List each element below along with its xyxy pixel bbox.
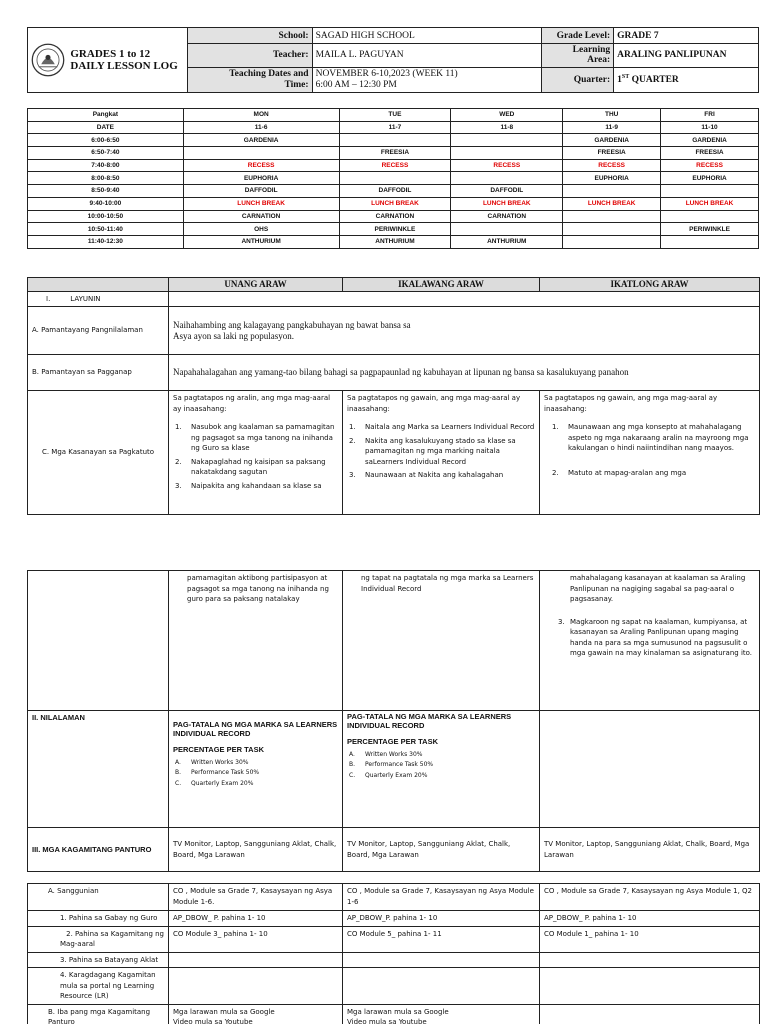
kasanayan-item: 1. Naitala ang Marka sa Learners Individual Record	[349, 423, 535, 431]
schedule-cell: LUNCH BREAK	[451, 197, 563, 210]
cont-day2: ng tapat na pagtatala ng mga marka sa Learners Individual Record	[343, 571, 540, 711]
schedule-row	[28, 235, 759, 248]
schedule-cell: PERIWINKLE	[661, 223, 759, 236]
kasanayan-item: 2. Nakapaglahad ng kaisipan sa paksang nakatakdang sagutan	[175, 457, 326, 476]
kagamitan-day1: TV Monitor, Laptop, Sangguniang Aklat, Chalk, Board, Mga Larawan	[169, 828, 343, 872]
schedule-cell: PERIWINKLE	[339, 223, 451, 236]
schedule-cell: FREESIA	[661, 147, 759, 160]
schedule-cell	[563, 223, 661, 236]
schedule-row	[28, 197, 759, 210]
schedule-cell: ANTHURIUM	[339, 235, 451, 248]
dll-title	[70, 48, 177, 72]
task-item: C. Quarterly Exam 20%	[175, 779, 254, 787]
batayang-label: 3. Pahina sa Batayang Aklat	[28, 952, 169, 968]
schedule-cell: GARDENIA	[563, 134, 661, 147]
grade-label: Grade Level:	[542, 28, 614, 44]
schedule-cell: 11-6	[183, 121, 339, 134]
pamantayang-value: Naihahambing ang kalagayang pangkabuhayan ng bawat bansa sa Asya ayon sa laki ng populasyon.	[169, 307, 760, 355]
schedule-time-cell: DATE	[28, 121, 184, 134]
grade-value: GRADE 7	[614, 28, 759, 44]
layunin-cell	[169, 291, 760, 307]
kasanayan-label: C. Mga Kasanayan sa Pagkatuto	[28, 391, 169, 515]
school-value: SAGAD HIGH SCHOOL	[312, 28, 542, 44]
schedule-cell: RECESS	[661, 159, 759, 172]
schedule-cell	[661, 185, 759, 198]
schedule-time-cell: 7:40-8:00	[28, 159, 184, 172]
schedule-cell	[451, 147, 563, 160]
schedule-cell: 11-8	[451, 121, 563, 134]
kagamitan-day2: TV Monitor, Laptop, Sangguniang Aklat, Chalk, Board, Mga Larawan	[343, 828, 540, 872]
title-line2: DAILY LESSON LOG	[70, 60, 178, 72]
schedule-row	[28, 121, 759, 134]
schedule-row	[28, 134, 759, 147]
karagdagang-day2	[343, 968, 540, 1005]
sanggunian-label: A. Sanggunian	[28, 884, 169, 911]
sanggunian-day3: CO , Module sa Grade 7, Kasaysayan ng Asya Module 1, Q2	[540, 884, 760, 911]
nilalaman-day1: PAG-TATALA NG MGA MARKA SA LEARNERS INDIVIDUAL RECORD PERCENTAGE PER TASK A. Written Works 30% B. Performance Task 50% C. Quarterly Exam 20%	[169, 711, 343, 828]
schedule-row	[28, 185, 759, 198]
day2-head: IKALAWANG ARAW	[343, 278, 540, 292]
task-item: A. Written Works 30%	[349, 750, 423, 758]
schedule-time-cell: 6:50-7:40	[28, 147, 184, 160]
iba-label: B. Iba pang mga Kagamitang Panturo	[28, 1004, 169, 1024]
gabay-day2: AP_DBOW_P. pahina 1- 10	[343, 911, 540, 927]
cont-label-blank	[28, 571, 169, 711]
schedule-cell	[451, 223, 563, 236]
schedule-time-cell: 8:50-9:40	[28, 185, 184, 198]
cont-day1: pamamagitan aktibong partisipasyon at pagsagot sa mga tanong na inihanda ng guro para sa paksang natalakay	[169, 571, 343, 711]
schedule-cell	[661, 235, 759, 248]
nilalaman-label: II. NILALAMAN	[28, 711, 169, 828]
schedule-time-cell: 10:50-11:40	[28, 223, 184, 236]
schedule-header-row	[28, 109, 759, 122]
task-item: B. Performance Task 50%	[349, 761, 434, 768]
schedule-time-cell: 10:00-10:50	[28, 210, 184, 223]
schedule-time-cell: 9:40-10:00	[28, 197, 184, 210]
pagganap-label: B. Pamantayan sa Pagganap	[28, 355, 169, 391]
schedule-cell: DAFFODIL	[339, 185, 451, 198]
schedule-col-header: WED	[451, 109, 563, 122]
batayang-day2	[343, 952, 540, 968]
schedule-cell: FREESIA	[563, 147, 661, 160]
teacher-label: Teacher:	[187, 44, 312, 67]
day1-head: UNANG ARAW	[169, 278, 343, 292]
kasanayan-item: 2. Nakita ang kasalukuyang stado sa klase sa pamamagitan ng mga marking naitala saLearners Individual Record	[349, 436, 516, 466]
teacher-value: MAILA L. PAGUYAN	[312, 44, 542, 67]
schedule-cell	[563, 210, 661, 223]
schedule-row	[28, 159, 759, 172]
karagdagang-day1	[169, 968, 343, 1005]
schedule-cell: ANTHURIUM	[183, 235, 339, 248]
quarter-label: Quarter:	[542, 67, 614, 92]
kagamitang-day1: CO Module 3_ pahina 1- 10	[169, 926, 343, 952]
pamantayang-label: A. Pamantayang Pangnilalaman	[28, 307, 169, 355]
kasanayan-item: 2. Matuto at mapag-aralan ang mga	[552, 468, 687, 477]
school-label: School:	[187, 28, 312, 44]
batayang-day1	[169, 952, 343, 968]
schedule-table	[27, 108, 759, 249]
schedule-cell: LUNCH BREAK	[661, 197, 759, 210]
schedule-row	[28, 223, 759, 236]
kagamitan-day3: TV Monitor, Laptop, Sangguniang Aklat, Chalk, Board, Mga Larawan	[540, 828, 760, 872]
nilalaman-day2: PAG-TATALA NG MGA MARKA SA LEARNERS INDIVIDUAL RECORD PERCENTAGE PER TASK A. Written Works 30% B. Performance Task 50% C. Quarterly Exam 20%	[343, 711, 540, 828]
schedule-cell: OHS	[183, 223, 339, 236]
kasanayan-item: 3. Naunawaan at Nakita ang kahalagahan	[349, 471, 504, 479]
schedule-col-header: MON	[183, 109, 339, 122]
schedule-cell: RECESS	[339, 159, 451, 172]
schedule-cell: DAFFODIL	[451, 185, 563, 198]
schedule-row	[28, 210, 759, 223]
area-value: ARALING PANLIPUNAN	[614, 44, 759, 67]
plan-table-2	[27, 570, 760, 872]
schedule-time-cell: 6:00-6:50	[28, 134, 184, 147]
schedule-col-header: FRI	[661, 109, 759, 122]
pagganap-value: Napahahalagahan ang yamang-tao bilang bahagi sa pagpapaunlad ng kabuhayan at lipunan ng bansa sa kasalukuyang panahon	[169, 355, 760, 391]
schedule-cell: EUPHORIA	[183, 172, 339, 185]
kasanayan-item: 1. Nasubok ang kaalaman sa pamamagitan ng pagsagot sa mga tanong na inihanda ng Guro sa klase	[175, 423, 335, 452]
schedule-cell	[183, 147, 339, 160]
layunin-label: I. LAYUNIN	[28, 291, 169, 307]
schedule-cell: LUNCH BREAK	[339, 197, 451, 210]
schedule-cell: GARDENIA	[183, 134, 339, 147]
sanggunian-day2: CO , Module sa Grade 7, Kasaysayan ng Asya Module 1-6	[343, 884, 540, 911]
schedule-cell: EUPHORIA	[661, 172, 759, 185]
schedule-cell	[451, 172, 563, 185]
schedule-cell: CARNATION	[339, 210, 451, 223]
kasanayan-item: 1. Maunawaan ang mga konsepto at mahahalagang aspeto ng mga nakaraang aralin na mayroong mga kakulangan o hindi naiintindihan nang maayos.	[552, 423, 749, 452]
iba-day3	[540, 1004, 760, 1024]
iba-day2: Mga larawan mula sa Google Video mula sa Youtube	[343, 1004, 540, 1024]
kasanayan-day2: Sa pagtatapos ng gawain, ang mga mag-aaral ay inaasahang: 1. Naitala ang Marka sa Learners Individual Record 2. Nakita ang kasalukuyang stado sa klase sa pamamagitan ng mga marking naitala saLearners Individual Record 3. Naunawaan at Nakita ang kahalagahan	[343, 391, 540, 515]
schedule-cell: 11-7	[339, 121, 451, 134]
schedule-cell	[339, 172, 451, 185]
schedule-cell: RECESS	[183, 159, 339, 172]
kagamitang-label: 2. Pahina sa Kagamitang ng Mag-aaral	[28, 926, 169, 952]
nilalaman-day3	[540, 711, 760, 828]
task-item: C. Quarterly Exam 20%	[349, 771, 428, 779]
dll-header	[27, 27, 759, 93]
schedule-cell: 11-9	[563, 121, 661, 134]
plan-table-1	[27, 277, 760, 515]
schedule-cell	[339, 134, 451, 147]
sanggunian-day1: CO , Module sa Grade 7, Kasaysayan ng Asya Module 1-6.	[169, 884, 343, 911]
schedule-row	[28, 172, 759, 185]
dates-label: Teaching Dates and Time:	[187, 67, 312, 92]
schedule-cell: ANTHURIUM	[451, 235, 563, 248]
kagamitan-label: III. MGA KAGAMITANG PANTURO	[28, 828, 169, 872]
schedule-cell: RECESS	[563, 159, 661, 172]
gabay-day3: AP_DBOW_ P. pahina 1- 10	[540, 911, 760, 927]
schedule-cell	[563, 185, 661, 198]
batayang-day3	[540, 952, 760, 968]
dates-value: NOVEMBER 6-10,2023 (WEEK 11) 6:00 AM – 12:30 PM	[312, 67, 542, 92]
schedule-cell	[563, 235, 661, 248]
schedule-time-cell: 8:00-8:50	[28, 172, 184, 185]
schedule-time-cell: 11:40-12:30	[28, 235, 184, 248]
day3-head: IKATLONG ARAW	[540, 278, 760, 292]
deped-seal-icon	[31, 43, 65, 77]
karagdagang-label: 4. Karagdagang Kagamitan mula sa portal ng Learning Resource (LR)	[28, 968, 169, 1005]
schedule-col-header: TUE	[339, 109, 451, 122]
schedule-col-header: Pangkat	[28, 109, 184, 122]
quarter-value: 1ST QUARTER	[614, 67, 759, 92]
schedule-cell: CARNATION	[451, 210, 563, 223]
logo-cell	[28, 28, 188, 93]
title-line1: GRADES 1 to 12	[70, 48, 151, 60]
schedule-cell: RECESS	[451, 159, 563, 172]
schedule-row	[28, 147, 759, 160]
kagamitang-day2: CO Module 5_ pahina 1- 11	[343, 926, 540, 952]
plan-head-blank	[28, 278, 169, 292]
kasanayan-day3: Sa pagtatapos ng gawain, ang mga mag-aaral ay inaasahang: 1. Maunawaan ang mga konsepto at mahahalagang aspeto ng mga nakaraang aralin na mayroong mga kakulangan o hindi naiintindihan nang maayos. 2. Matuto at mapag-aralan ang mga	[540, 391, 760, 515]
gabay-label: 1. Pahina sa Gabay ng Guro	[28, 911, 169, 927]
task-item: A. Written Works 30%	[175, 758, 249, 766]
schedule-cell: LUNCH BREAK	[563, 197, 661, 210]
schedule-cell	[451, 134, 563, 147]
schedule-cell: DAFFODIL	[183, 185, 339, 198]
plan-table-3	[27, 883, 760, 1024]
iba-day1: Mga larawan mula sa Google Video mula sa Youtube	[169, 1004, 343, 1024]
schedule-cell: EUPHORIA	[563, 172, 661, 185]
kasanayan-day1: Sa pagtatapos ng aralin, ang mga mag-aaral ay inaasahang: 1. Nasubok ang kaalaman sa pamamagitan ng pagsagot sa mga tanong na inihanda ng Guro sa klase 2. Nakapaglahad ng kaisipan sa paksang nakatakdang sagutan 3. Naipakita ang kahandaan sa klase sa	[169, 391, 343, 515]
kagamitang-day3: CO Module 1_ pahina 1- 10	[540, 926, 760, 952]
schedule-cell: FREESIA	[339, 147, 451, 160]
cont-day3: mahahalagang kasanayan at kaalaman sa Araling Panlipunan na nagiging sagabal sa pag-aaral o pagsasanay. 3. Magkaroon ng sapat na kaalaman, kumpiyansa, at kasanayan sa Araling Panlipunan upang maging handa na para sa mga sumusunod na pagsusulit o mga gawain na may kinalaman sa asignaturang ito.	[540, 571, 760, 711]
area-label: Learning Area:	[542, 44, 614, 67]
schedule-cell: CARNATION	[183, 210, 339, 223]
karagdagang-day3	[540, 968, 760, 1005]
schedule-cell	[661, 210, 759, 223]
schedule-col-header: THU	[563, 109, 661, 122]
task-item: B. Performance Task 50%	[175, 769, 260, 776]
schedule-cell: 11-10	[661, 121, 759, 134]
kasanayan-item: 3. Naipakita ang kahandaan sa klase sa	[175, 481, 322, 490]
schedule-cell: LUNCH BREAK	[183, 197, 339, 210]
gabay-day1: AP_DBOW_ P. pahina 1- 10	[169, 911, 343, 927]
schedule-cell: GARDENIA	[661, 134, 759, 147]
